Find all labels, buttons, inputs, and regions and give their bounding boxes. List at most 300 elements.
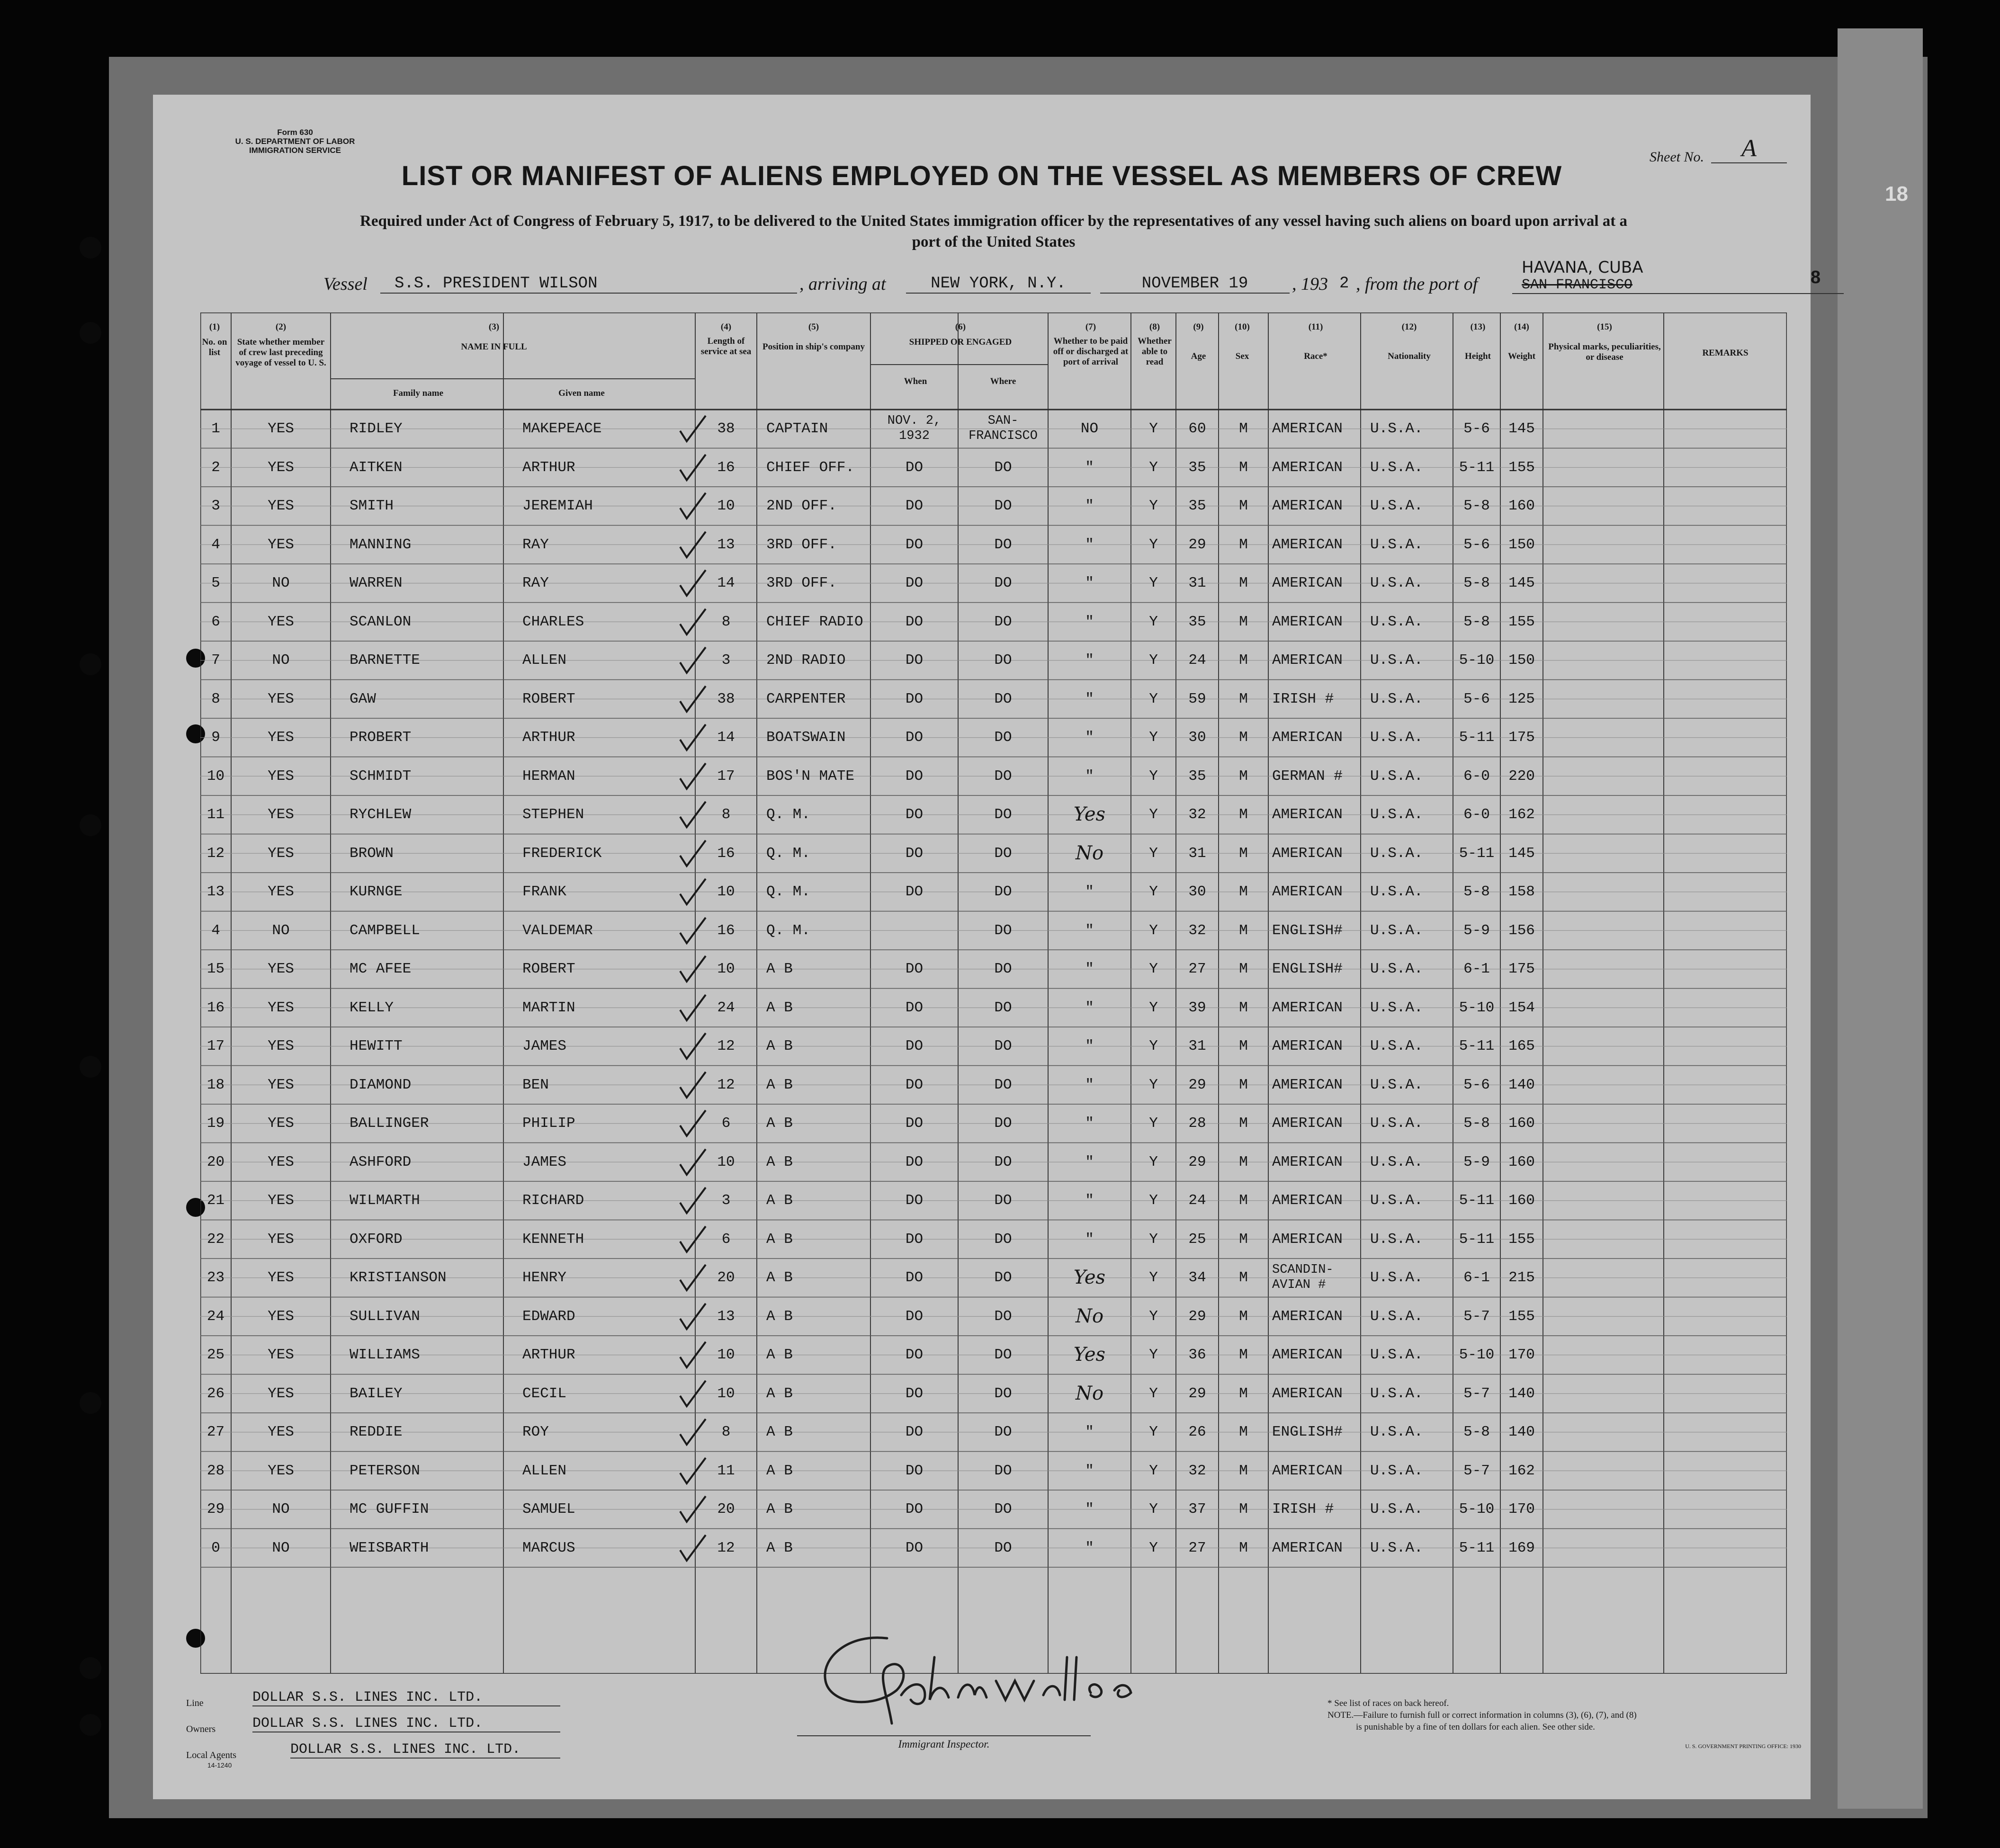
cell-prev: YES	[268, 1347, 294, 1363]
cell-weight: 145	[1508, 420, 1535, 437]
table-row	[200, 564, 1787, 603]
cell-given: ALLEN	[522, 652, 567, 669]
cell-race: AMERICAN	[1272, 536, 1343, 553]
table-row	[200, 950, 1787, 989]
cell-age: 28	[1188, 1115, 1206, 1132]
cell-service: 6	[721, 1231, 731, 1248]
cell-prev: YES	[268, 1192, 294, 1209]
cell-where: SAN- FRANCISCO	[969, 414, 1038, 443]
cell-family: HEWITT	[350, 1038, 403, 1054]
cell-no: 0	[211, 1539, 220, 1556]
cell-position: A B	[766, 1424, 793, 1440]
cell-service: 14	[717, 729, 735, 746]
header-col-13: (13) Height	[1465, 322, 1491, 361]
cell-age: 31	[1188, 575, 1206, 591]
cell-prev: YES	[268, 690, 294, 707]
arrival-date: NOVEMBER 19	[1100, 275, 1290, 294]
subtitle-line-1: Required under Act of Congress of February 5, 1917, to be delivered to the United States immigration officer by the representatives of any vessel having such aliens on board upon arrival at a	[360, 213, 1627, 230]
cell-service: 12	[717, 1076, 735, 1093]
binder-hole	[80, 1714, 101, 1736]
cell-paid: "	[1085, 1539, 1094, 1556]
cell-family: CAMPBELL	[350, 922, 420, 939]
cell-race: AMERICAN	[1272, 845, 1343, 862]
cell-where: DO	[994, 1192, 1012, 1209]
line-value: DOLLAR S.S. LINES INC. LTD.	[252, 1689, 560, 1706]
cell-when: DO	[905, 845, 924, 862]
header-col-10: (10) Sex	[1235, 322, 1250, 361]
cell-weight: 145	[1508, 575, 1535, 591]
cell-no: 7	[211, 652, 220, 669]
cell-read: Y	[1149, 1269, 1158, 1286]
cell-nat: U.S.A.	[1370, 536, 1423, 553]
cell-service: 16	[717, 845, 735, 862]
cell-prev: NO	[272, 1501, 290, 1518]
cell-read: Y	[1149, 1308, 1158, 1325]
cell-height: 5-8	[1463, 575, 1490, 591]
table-row	[200, 1375, 1787, 1413]
cell-no: 15	[206, 961, 225, 977]
header-col-14: (14) Weight	[1507, 322, 1536, 361]
cell-when: DO	[905, 1231, 924, 1248]
cell-nat: U.S.A.	[1370, 1385, 1423, 1402]
header-given-name: Given name	[558, 388, 605, 398]
cell-read: Y	[1149, 613, 1158, 630]
cell-position: A B	[766, 1347, 793, 1363]
cell-prev: YES	[268, 1308, 294, 1325]
cell-height: 5-11	[1459, 1192, 1495, 1209]
cell-when: DO	[905, 1038, 924, 1054]
cell-prev: YES	[268, 1424, 294, 1440]
cell-service: 13	[717, 536, 735, 553]
cell-no: 12	[206, 845, 225, 862]
cell-family: WEISBARTH	[350, 1539, 429, 1556]
cell-when: DO	[905, 884, 924, 900]
cell-nat: U.S.A.	[1370, 1115, 1423, 1132]
cell-height: 5-11	[1459, 729, 1495, 746]
cell-prev: YES	[268, 1269, 294, 1286]
cell-read: Y	[1149, 1501, 1158, 1518]
cell-age: 30	[1188, 884, 1206, 900]
cell-race: IRISH #	[1272, 1501, 1334, 1518]
cell-no: 9	[211, 729, 220, 746]
cell-prev: NO	[272, 1539, 290, 1556]
cell-nat: U.S.A.	[1370, 575, 1423, 591]
cell-family: GAW	[350, 690, 376, 707]
check-mark-icon	[676, 528, 709, 561]
cell-weight: 150	[1508, 652, 1535, 669]
cell-height: 5-11	[1459, 1231, 1495, 1248]
cell-height: 5-10	[1459, 1501, 1495, 1518]
check-mark-icon	[676, 1300, 709, 1333]
binder-hole	[80, 1056, 101, 1078]
table-row	[200, 410, 1787, 448]
cell-where: DO	[994, 961, 1012, 977]
cell-no: 19	[206, 1115, 225, 1132]
cell-given: PHILIP	[522, 1115, 575, 1132]
cell-position: A B	[766, 1038, 793, 1054]
line-label: Line	[186, 1698, 204, 1708]
cell-sex: M	[1239, 999, 1248, 1016]
cell-no: 27	[206, 1424, 225, 1440]
cell-where: DO	[994, 1501, 1012, 1518]
cell-weight: 175	[1508, 729, 1535, 746]
year-suffix: 2	[1339, 275, 1349, 293]
cell-no: 18	[206, 1076, 225, 1093]
document-title: LIST OR MANIFEST OF ALIENS EMPLOYED ON THE VESSEL AS MEMBERS OF CREW	[401, 161, 1562, 191]
cell-paid: "	[1085, 884, 1094, 900]
cell-position: A B	[766, 1192, 793, 1209]
cell-sex: M	[1239, 1269, 1248, 1286]
cell-when: DO	[905, 999, 924, 1016]
cell-sex: M	[1239, 536, 1248, 553]
cell-where: DO	[994, 1038, 1012, 1054]
cell-family: BARNETTE	[350, 652, 420, 669]
cell-age: 32	[1188, 1462, 1206, 1479]
cell-read: Y	[1149, 1115, 1158, 1132]
cell-nat: U.S.A.	[1370, 1231, 1423, 1248]
cell-service: 16	[717, 459, 735, 476]
cell-position: A B	[766, 999, 793, 1016]
cell-when: DO	[905, 1539, 924, 1556]
cell-height: 6-1	[1463, 1269, 1490, 1286]
cell-age: 27	[1188, 961, 1206, 977]
cell-prev: NO	[272, 575, 290, 591]
cell-nat: U.S.A.	[1370, 999, 1423, 1016]
cell-family: WARREN	[350, 575, 403, 591]
cell-sex: M	[1239, 575, 1248, 591]
check-mark-icon	[676, 875, 709, 908]
cell-read: Y	[1149, 1347, 1158, 1363]
cell-read: Y	[1149, 420, 1158, 437]
cell-service: 10	[717, 1347, 735, 1363]
cell-weight: 156	[1508, 922, 1535, 939]
cell-service: 8	[721, 613, 731, 630]
cell-paid: No	[1075, 842, 1104, 864]
form-number: Form 630	[277, 128, 313, 137]
cell-family: SULLIVAN	[350, 1308, 420, 1325]
cell-paid: "	[1085, 961, 1094, 977]
cell-where: DO	[994, 922, 1012, 939]
vessel-name: S.S. PRESIDENT WILSON	[380, 275, 797, 294]
cell-given: JAMES	[522, 1038, 567, 1054]
header-col-1: (1) No. on list	[202, 322, 227, 357]
cell-where: DO	[994, 1153, 1012, 1170]
cell-service: 17	[717, 768, 735, 785]
cell-nat: U.S.A.	[1370, 768, 1423, 785]
cell-no: 8	[211, 690, 220, 707]
cell-given: ALLEN	[522, 1462, 567, 1479]
cell-when: DO	[905, 1462, 924, 1479]
cell-age: 35	[1188, 498, 1206, 514]
cell-paid: NO	[1080, 420, 1099, 437]
cell-given: HERMAN	[522, 768, 575, 785]
cell-family: MC AFEE	[350, 961, 412, 977]
cell-nat: U.S.A.	[1370, 1192, 1423, 1209]
cell-position: A B	[766, 1385, 793, 1402]
cell-where: DO	[994, 536, 1012, 553]
cell-weight: 155	[1508, 613, 1535, 630]
cell-given: ROBERT	[522, 961, 575, 977]
cell-when: DO	[905, 1153, 924, 1170]
fine-note-line-2: is punishable by a fine of ten dollars for each alien. See other side.	[1356, 1722, 1595, 1732]
fine-note-line-1: NOTE.—Failure to furnish full or correct information in columns (3), (6), (7), and (8)	[1327, 1710, 1637, 1720]
cell-prev: YES	[268, 420, 294, 437]
cell-no: 21	[206, 1192, 225, 1209]
check-mark-icon	[676, 1107, 709, 1140]
cell-height: 6-0	[1463, 806, 1490, 823]
table-row	[200, 795, 1787, 834]
cell-nat: U.S.A.	[1370, 961, 1423, 977]
cell-age: 31	[1188, 845, 1206, 862]
cell-race: AMERICAN	[1272, 884, 1343, 900]
cell-no: 3	[211, 498, 220, 514]
header-col-6: (6) SHIPPED OR ENGAGED	[909, 322, 1012, 347]
cell-paid: Yes	[1073, 1267, 1106, 1288]
vessel-label: Vessel	[323, 274, 368, 294]
cell-when: DO	[905, 1192, 924, 1209]
cell-weight: 215	[1508, 1269, 1535, 1286]
cell-no: 1	[211, 420, 220, 437]
table-row	[200, 1143, 1787, 1182]
cell-paid: "	[1085, 1231, 1094, 1248]
cell-age: 24	[1188, 1192, 1206, 1209]
cell-given: HENRY	[522, 1269, 567, 1286]
cell-read: Y	[1149, 884, 1158, 900]
cell-weight: 175	[1508, 961, 1535, 977]
check-mark-icon	[676, 1415, 709, 1448]
cell-position: CHIEF RADIO	[766, 613, 863, 630]
cell-service: 10	[717, 1153, 735, 1170]
cell-no: 2	[211, 459, 220, 476]
cell-nat: U.S.A.	[1370, 1038, 1423, 1054]
crew-table	[200, 312, 1787, 1674]
cell-read: Y	[1149, 1539, 1158, 1556]
cell-height: 5-11	[1459, 1539, 1495, 1556]
cell-weight: 160	[1508, 1192, 1535, 1209]
cell-sex: M	[1239, 690, 1248, 707]
cell-service: 20	[717, 1501, 735, 1518]
cell-given: VALDEMAR	[522, 922, 593, 939]
cell-service: 20	[717, 1269, 735, 1286]
cell-weight: 125	[1508, 690, 1535, 707]
cell-given: BEN	[522, 1076, 549, 1093]
check-mark-icon	[676, 1184, 709, 1217]
cell-height: 6-1	[1463, 961, 1490, 977]
cell-prev: YES	[268, 845, 294, 862]
cell-when: DO	[905, 1115, 924, 1132]
cell-service: 13	[717, 1308, 735, 1325]
cell-nat: U.S.A.	[1370, 498, 1423, 514]
check-mark-icon	[676, 759, 709, 793]
cell-race: ENGLISH#	[1272, 961, 1343, 977]
binder-hole	[80, 1392, 101, 1414]
cell-height: 5-7	[1463, 1308, 1490, 1325]
cell-service: 11	[717, 1462, 735, 1479]
cell-no: 13	[206, 884, 225, 900]
cell-nat: U.S.A.	[1370, 884, 1423, 900]
cell-paid: "	[1085, 536, 1094, 553]
cell-position: 2ND RADIO	[766, 652, 846, 669]
cell-sex: M	[1239, 652, 1248, 669]
cell-sex: M	[1239, 1501, 1248, 1518]
table-row	[200, 1027, 1787, 1066]
cell-sex: M	[1239, 1347, 1248, 1363]
cell-sex: M	[1239, 768, 1248, 785]
cell-where: DO	[994, 768, 1012, 785]
cell-where: DO	[994, 652, 1012, 669]
check-mark-icon	[676, 952, 709, 985]
cell-paid: "	[1085, 768, 1094, 785]
footnotes	[1327, 1697, 1801, 1752]
table-row	[200, 487, 1787, 526]
cell-age: 32	[1188, 922, 1206, 939]
cell-sex: M	[1239, 922, 1248, 939]
table-row	[200, 718, 1787, 757]
cell-prev: YES	[268, 999, 294, 1016]
cell-nat: U.S.A.	[1370, 1539, 1423, 1556]
cell-prev: YES	[268, 961, 294, 977]
cell-paid: "	[1085, 1115, 1094, 1132]
cell-family: REDDIE	[350, 1424, 403, 1440]
cell-race: AMERICAN	[1272, 1192, 1343, 1209]
cell-position: CARPENTER	[766, 690, 846, 707]
cell-no: 28	[206, 1462, 225, 1479]
cell-family: PETERSON	[350, 1462, 420, 1479]
cell-sex: M	[1239, 961, 1248, 977]
cell-race: GERMAN #	[1272, 768, 1343, 785]
cell-read: Y	[1149, 690, 1158, 707]
cell-age: 29	[1188, 536, 1206, 553]
cell-when: DO	[905, 498, 924, 514]
cell-height: 5-8	[1463, 884, 1490, 900]
cell-when: DO	[905, 1501, 924, 1518]
table-row	[200, 989, 1787, 1027]
cell-family: PROBERT	[350, 729, 412, 746]
sheet-label: Sheet No.	[1650, 149, 1704, 165]
cell-family: WILMARTH	[350, 1192, 420, 1209]
cell-family: BROWN	[350, 845, 394, 862]
table-row	[200, 1336, 1787, 1375]
cell-where: DO	[994, 1115, 1012, 1132]
cell-age: 34	[1188, 1269, 1206, 1286]
cell-paid: "	[1085, 999, 1094, 1016]
table-row	[200, 680, 1787, 719]
cell-family: MC GUFFIN	[350, 1501, 429, 1518]
header-col-12: (12) Nationality	[1388, 322, 1431, 361]
cell-service: 3	[721, 1192, 731, 1209]
cell-family: DIAMOND	[350, 1076, 412, 1093]
cell-weight: 145	[1508, 845, 1535, 862]
cell-position: A B	[766, 1462, 793, 1479]
owners-value: DOLLAR S.S. LINES INC. LTD.	[252, 1715, 560, 1732]
header-col-5: (5) Position in ship's company	[762, 322, 865, 352]
cell-sex: M	[1239, 806, 1248, 823]
cell-race: AMERICAN	[1272, 729, 1343, 746]
cell-service: 10	[717, 498, 735, 514]
cell-when: DO	[905, 1308, 924, 1325]
cell-weight: 162	[1508, 806, 1535, 823]
cell-prev: YES	[268, 1385, 294, 1402]
cell-age: 24	[1188, 652, 1206, 669]
cell-race: AMERICAN	[1272, 575, 1343, 591]
cell-height: 5-10	[1459, 999, 1495, 1016]
table-row	[200, 448, 1787, 487]
cell-position: A B	[766, 1231, 793, 1248]
cell-weight: 170	[1508, 1501, 1535, 1518]
cell-height: 5-8	[1463, 498, 1490, 514]
arrival-port: NEW YORK, N.Y.	[906, 275, 1091, 294]
cell-given: SAMUEL	[522, 1501, 575, 1518]
page-number: 18	[1885, 182, 1908, 205]
cell-age: 30	[1188, 729, 1206, 746]
check-mark-icon	[676, 1492, 709, 1526]
cell-weight: 170	[1508, 1347, 1535, 1363]
cell-nat: U.S.A.	[1370, 1347, 1423, 1363]
cell-where: DO	[994, 1231, 1012, 1248]
header-where: Where	[990, 376, 1016, 386]
cell-position: Q. M.	[766, 806, 811, 823]
cell-no: 23	[206, 1269, 225, 1286]
cell-prev: YES	[268, 768, 294, 785]
cell-weight: 160	[1508, 1115, 1535, 1132]
cell-paid: "	[1085, 652, 1094, 669]
cell-sex: M	[1239, 1038, 1248, 1054]
table-row	[200, 834, 1787, 873]
header-when: When	[904, 376, 927, 386]
cell-race: AMERICAN	[1272, 1076, 1343, 1093]
cell-prev: YES	[268, 806, 294, 823]
check-mark-icon	[676, 451, 709, 484]
cell-service: 6	[721, 1115, 731, 1132]
cell-given: ARTHUR	[522, 729, 575, 746]
inspector-signature	[792, 1629, 1181, 1738]
document-subtitle	[200, 211, 1787, 252]
cell-race: IRISH #	[1272, 690, 1334, 707]
cell-no: 29	[206, 1501, 225, 1518]
cell-age: 29	[1188, 1308, 1206, 1325]
cell-position: A B	[766, 1269, 793, 1286]
cell-family: SCHMIDT	[350, 768, 412, 785]
cell-age: 25	[1188, 1231, 1206, 1248]
cell-prev: NO	[272, 922, 290, 939]
cell-where: DO	[994, 1385, 1012, 1402]
cell-family: KELLY	[350, 999, 394, 1016]
table-row	[200, 1066, 1787, 1105]
cell-prev: YES	[268, 1231, 294, 1248]
cell-paid: "	[1085, 1462, 1094, 1479]
manifest-page	[153, 95, 1821, 1799]
cell-where: DO	[994, 1076, 1012, 1093]
cell-when: DO	[905, 652, 924, 669]
cell-height: 6-0	[1463, 768, 1490, 785]
cell-family: AITKEN	[350, 459, 403, 476]
cell-read: Y	[1149, 1424, 1158, 1440]
check-mark-icon	[676, 1029, 709, 1062]
cell-paid: No	[1075, 1382, 1104, 1404]
cell-where: DO	[994, 1269, 1012, 1286]
cell-weight: 169	[1508, 1539, 1535, 1556]
cell-service: 12	[717, 1038, 735, 1054]
sheet-number: A	[1711, 134, 1787, 163]
cell-family: RYCHLEW	[350, 806, 412, 823]
cell-paid: "	[1085, 459, 1094, 476]
check-mark-icon	[676, 1338, 709, 1371]
header-family-name: Family name	[393, 388, 444, 398]
cell-nat: U.S.A.	[1370, 1153, 1423, 1170]
cell-service: 24	[717, 999, 735, 1016]
cell-no: 4	[211, 922, 220, 939]
cell-service: 10	[717, 1385, 735, 1402]
